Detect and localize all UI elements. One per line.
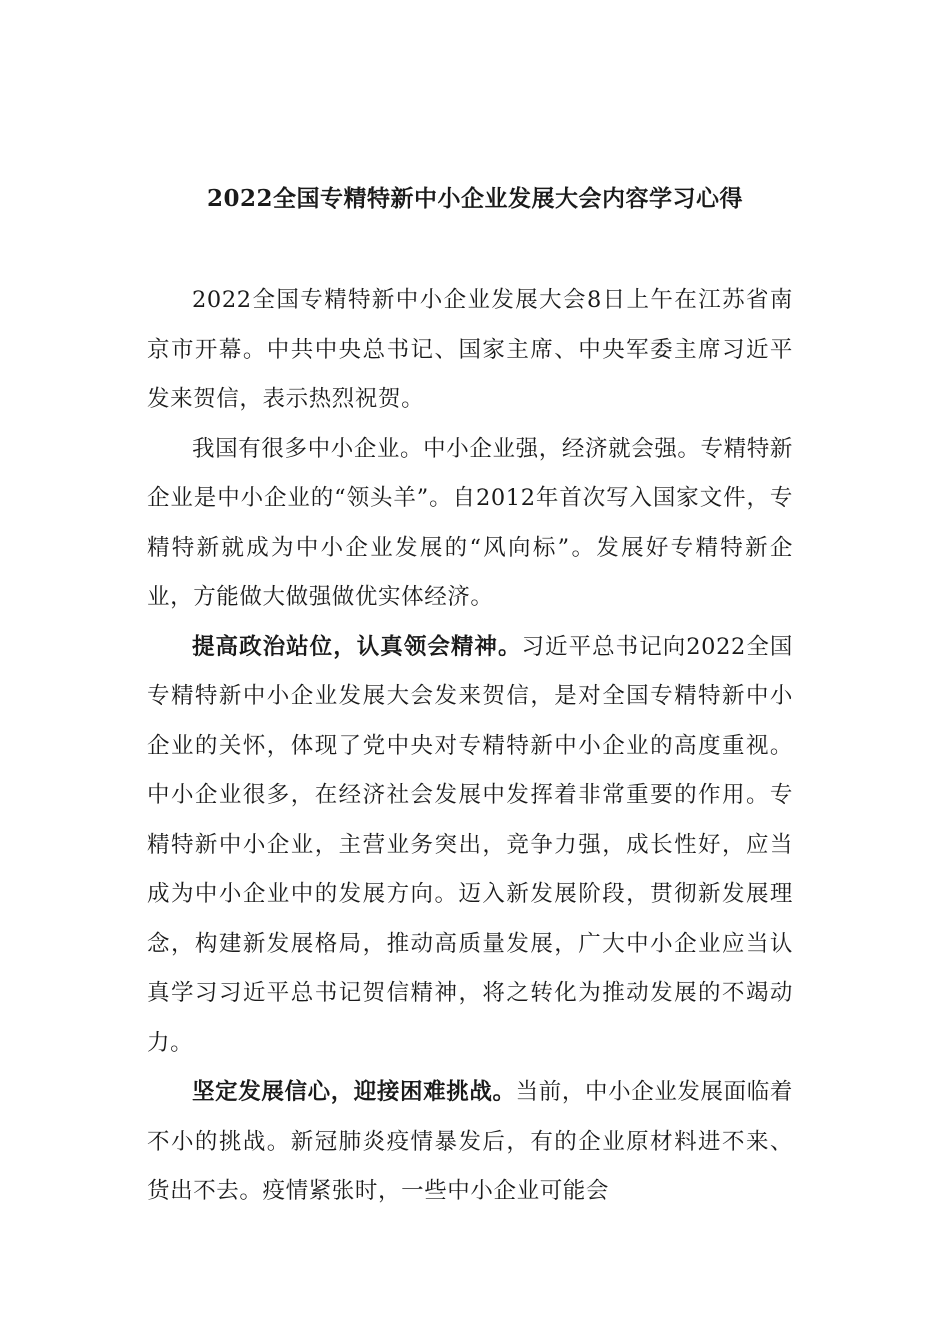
paragraph-2-text: 我国有很多中小企业。中小企业强，经济就会强。专精特新企业是中小企业的“领头羊”。自2012年首次写入国家文件，专精特新就成为中小企业发展的“风向标”。发展好专精特新企业，方能做大做强做优实体经济。 [147,435,793,610]
paragraph-3-lead: 提高政治站位，认真领会精神。 [192,633,522,660]
paragraph-3-text: 习近平总书记向2022全国专精特新中小企业发展大会发来贺信，是对全国专精特新中小企业的关怀，体现了党中央对专精特新中小企业的高度重视。中小企业很多，在经济社会发展中发挥着非常重要的作用。专精特新中小企业，主营业务突出，竞争力强，成长性好，应当成为中小企业中的发展方向。迈入新发展阶段，贯彻新发展理念，构建新发展格局，推动高质量发展，广大中小企业应当认真学习习近平总书记贺信精神，将之转化为推动发展的不竭动力。 [147,633,794,1056]
paragraph-4 [147,1068,793,1217]
paragraph-4-lead: 坚定发展信心，迎接困难挑战。 [192,1079,516,1105]
paragraph-2 [147,425,793,623]
document-body [147,276,793,1217]
paragraph-1-text: 2022全国专精特新中小企业发展大会8日上午在江苏省南京市开幕。中共中央总书记、国家主席、中央军委主席习近平发来贺信，表示热烈祝贺。 [147,287,793,412]
paragraph-1 [147,276,793,425]
paragraph-4-text: 当前，中小企业发展面临着不小的挑战。新冠肺炎疫情暴发后，有的企业原材料进不来、货出不去。疫情紧张时，一些中小企业可能会 [147,1079,793,1204]
document-title: 2022全国专精特新中小企业发展大会内容学习心得 [206,185,743,212]
paragraph-3 [147,623,793,1069]
